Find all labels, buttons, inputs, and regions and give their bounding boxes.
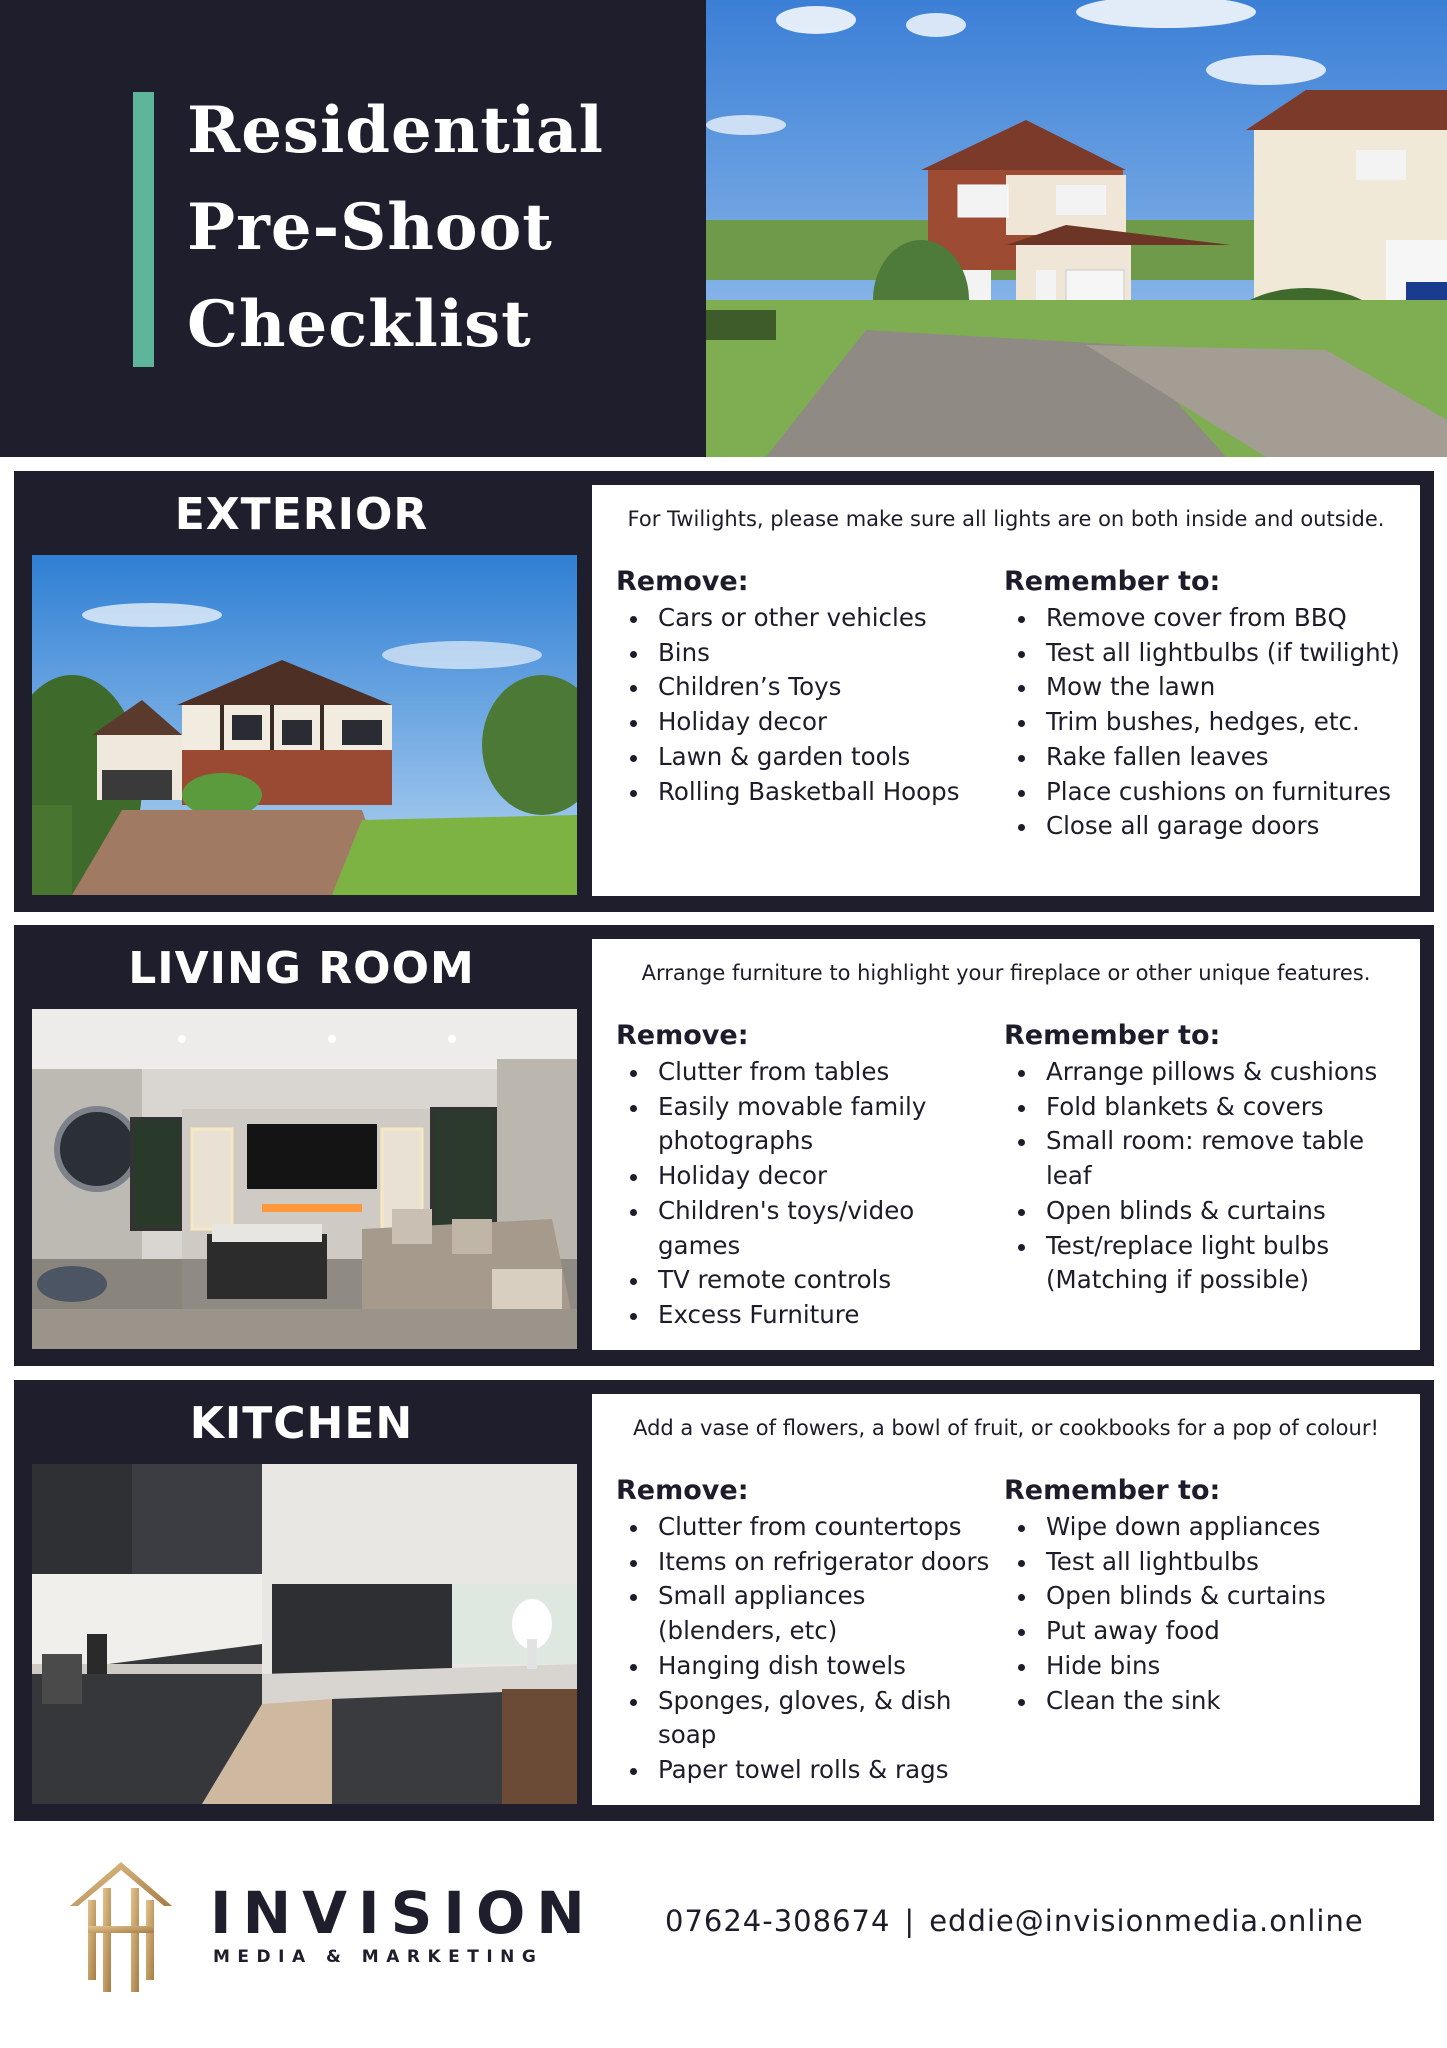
logo-tagline: MEDIA & MARKETING bbox=[213, 1947, 544, 1967]
hero-house-photo bbox=[706, 0, 1447, 457]
remove-list bbox=[616, 1510, 996, 1788]
living-room-photo bbox=[32, 1009, 577, 1349]
list-item: Rake fallen leaves bbox=[1004, 740, 1404, 775]
section-kitchen bbox=[14, 1380, 1434, 1821]
section-tip: For Twilights, please make sure all lights are on both inside and outside. bbox=[627, 507, 1385, 531]
remove-column bbox=[616, 1474, 996, 1788]
logo-wordmark: INVISION bbox=[210, 1879, 596, 1947]
remember-heading: Remember to: bbox=[1004, 1020, 1221, 1051]
title-accent-bar bbox=[133, 92, 154, 367]
list-item: Close all garage doors bbox=[1004, 809, 1404, 844]
title-line: Pre-Shoot bbox=[187, 190, 553, 265]
page-title bbox=[187, 82, 687, 373]
contact-separator: | bbox=[904, 1904, 916, 1938]
remove-heading: Remove: bbox=[616, 1475, 749, 1506]
remember-heading: Remember to: bbox=[1004, 1475, 1221, 1506]
remember-column bbox=[1004, 565, 1404, 844]
list-item: Test all lightbulbs bbox=[1004, 1545, 1404, 1580]
exterior-checklist-panel bbox=[592, 485, 1420, 896]
list-item: Easily movable family photographs bbox=[616, 1090, 996, 1159]
list-item: Arrange pillows & cushions bbox=[1004, 1055, 1404, 1090]
list-item: Sponges, gloves, & dish soap bbox=[616, 1684, 996, 1753]
list-item: TV remote controls bbox=[616, 1263, 996, 1298]
list-item: Paper towel rolls & rags bbox=[616, 1753, 996, 1788]
section-title: KITCHEN bbox=[189, 1397, 414, 1449]
list-item: Lawn & garden tools bbox=[616, 740, 996, 775]
section-tip: Arrange furniture to highlight your fireplace or other unique features. bbox=[641, 961, 1371, 985]
exterior-photo bbox=[32, 555, 577, 895]
section-exterior bbox=[14, 471, 1434, 912]
list-item: Excess Furniture bbox=[616, 1298, 996, 1333]
remember-column bbox=[1004, 1474, 1404, 1718]
kitchen-checklist-panel bbox=[592, 1394, 1420, 1805]
phone-number: 07624-308674 bbox=[665, 1904, 891, 1938]
list-item: Children's toys/video games bbox=[616, 1194, 996, 1263]
list-item: Clutter from countertops bbox=[616, 1510, 996, 1545]
list-item: Mow the lawn bbox=[1004, 670, 1404, 705]
section-tip: Add a vase of flowers, a bowl of fruit, or cookbooks for a pop of colour! bbox=[633, 1416, 1379, 1440]
list-item: Trim bushes, hedges, etc. bbox=[1004, 705, 1404, 740]
list-item: Hanging dish towels bbox=[616, 1649, 996, 1684]
title-line: Residential bbox=[187, 93, 604, 168]
email-address: eddie@invisionmedia.online bbox=[929, 1904, 1364, 1938]
list-item: Children’s Toys bbox=[616, 670, 996, 705]
list-item: Open blinds & curtains bbox=[1004, 1194, 1404, 1229]
list-item: Wipe down appliances bbox=[1004, 1510, 1404, 1545]
remove-column bbox=[616, 565, 996, 809]
list-item: Test all lightbulbs (if twilight) bbox=[1004, 636, 1404, 671]
list-item: Clutter from tables bbox=[616, 1055, 996, 1090]
list-item: Remove cover from BBQ bbox=[1004, 601, 1404, 636]
remove-heading: Remove: bbox=[616, 1020, 749, 1051]
list-item: Holiday decor bbox=[616, 1159, 996, 1194]
kitchen-photo bbox=[32, 1464, 577, 1804]
section-title: EXTERIOR bbox=[174, 488, 429, 540]
list-item: Place cushions on furnitures bbox=[1004, 775, 1404, 810]
list-item: Cars or other vehicles bbox=[616, 601, 996, 636]
list-item: Clean the sink bbox=[1004, 1684, 1404, 1719]
remember-list bbox=[1004, 1055, 1404, 1298]
remove-column bbox=[616, 1019, 996, 1333]
list-item: Test/replace light bulbs (Matching if possible) bbox=[1004, 1229, 1404, 1298]
title-line: Checklist bbox=[187, 287, 532, 362]
living-room-checklist-panel bbox=[592, 939, 1420, 1350]
list-item: Open blinds & curtains bbox=[1004, 1579, 1404, 1614]
section-living-room bbox=[14, 925, 1434, 1366]
list-item: Hide bins bbox=[1004, 1649, 1404, 1684]
remove-list bbox=[616, 1055, 996, 1333]
remember-column bbox=[1004, 1019, 1404, 1298]
contact-info bbox=[665, 1904, 1364, 1938]
list-item: Put away food bbox=[1004, 1614, 1404, 1649]
invision-logo-icon bbox=[68, 1860, 174, 1992]
list-item: Small appliances (blenders, etc) bbox=[616, 1579, 996, 1648]
header-banner bbox=[0, 0, 1447, 457]
remember-list bbox=[1004, 1510, 1404, 1718]
list-item: Holiday decor bbox=[616, 705, 996, 740]
list-item: Rolling Basketball Hoops bbox=[616, 775, 996, 810]
list-item: Fold blankets & covers bbox=[1004, 1090, 1404, 1125]
list-item: Bins bbox=[616, 636, 996, 671]
list-item: Small room: remove table leaf bbox=[1004, 1124, 1404, 1193]
remember-list bbox=[1004, 601, 1404, 844]
list-item: Items on refrigerator doors bbox=[616, 1545, 996, 1580]
remove-heading: Remove: bbox=[616, 566, 749, 597]
remember-heading: Remember to: bbox=[1004, 566, 1221, 597]
section-title: LIVING ROOM bbox=[128, 942, 475, 994]
remove-list bbox=[616, 601, 996, 809]
